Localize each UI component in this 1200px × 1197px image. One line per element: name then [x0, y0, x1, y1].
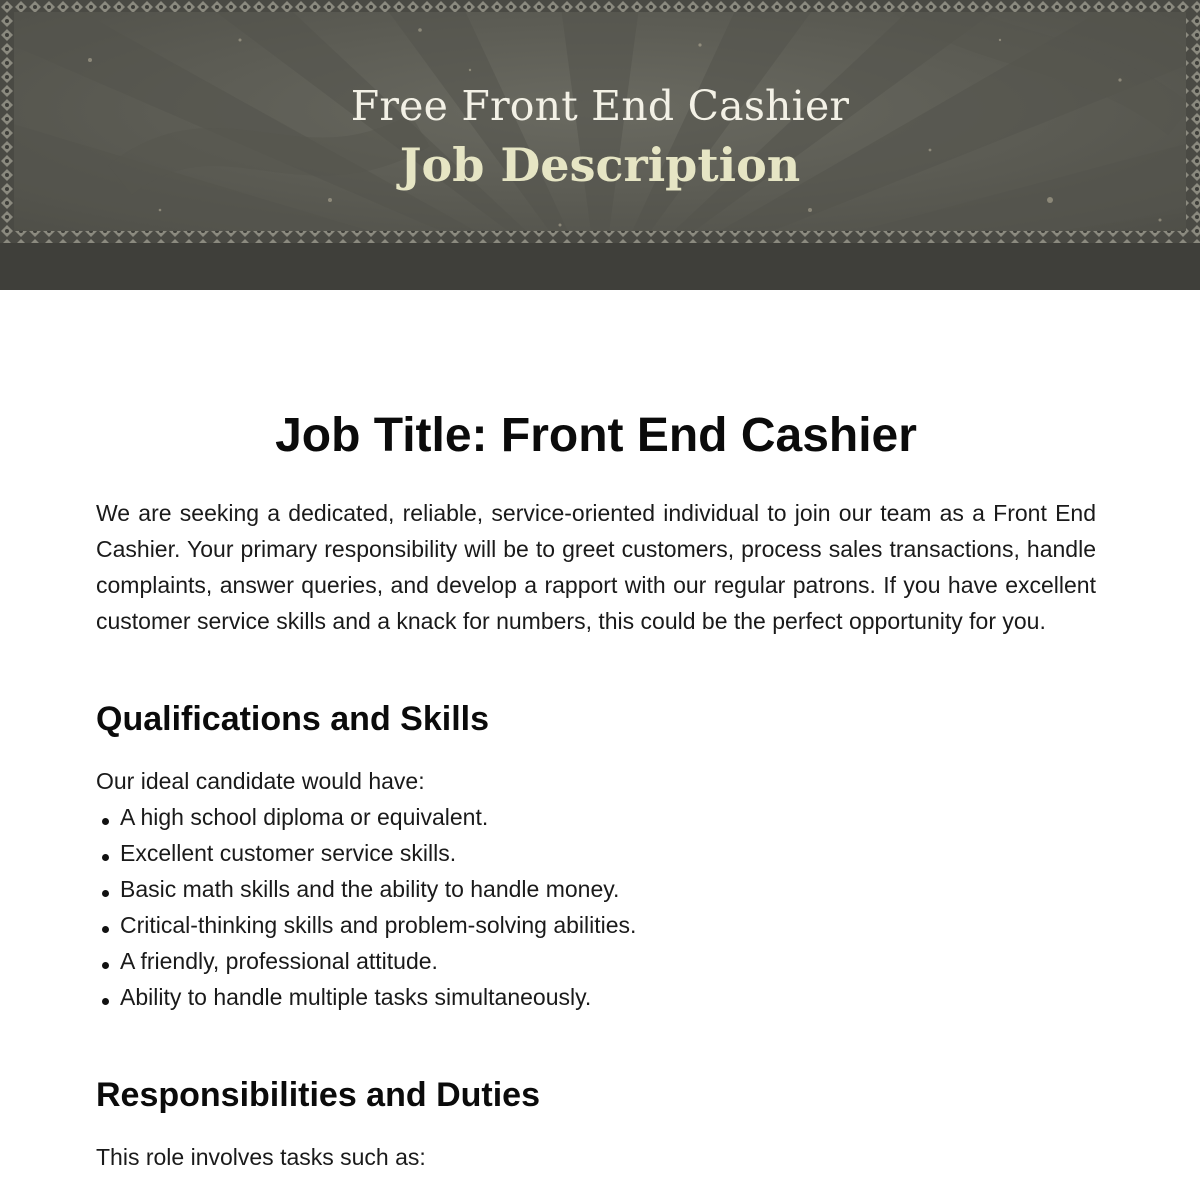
- list-item-text: A friendly, professional attitude.: [120, 948, 438, 974]
- qualifications-list: [96, 799, 1096, 1015]
- banner-title-line2: Job Description: [399, 138, 801, 192]
- bullet-icon: [102, 926, 109, 933]
- list-item: [96, 979, 1096, 1015]
- list-item-text: Basic math skills and the ability to handle money.: [120, 876, 620, 902]
- bullet-icon: [102, 962, 109, 969]
- bullet-icon: [102, 818, 109, 825]
- qualifications-lead: Our ideal candidate would have:: [96, 768, 425, 794]
- responsibilities-lead: This role involves tasks such as:: [96, 1144, 426, 1170]
- intro-paragraph: We are seeking a dedicated, reliable, service-oriented individual to join our team as a Front End Cashier. Your primary responsibility will be to greet customers, process sales transactions, handle complaints, answer queries, and develop a rapport with our regular patrons. If you have excellent customer service skills and a knack for numbers, this could be the perfect opportunity for you.: [96, 500, 1096, 634]
- job-title-heading: Job Title: Front End Cashier: [275, 409, 917, 462]
- banner-title-line1: Free Front End Cashier: [350, 82, 850, 130]
- list-item: [96, 871, 1096, 907]
- list-item: [96, 799, 1096, 835]
- bullet-icon: [102, 854, 109, 861]
- section-heading-responsibilities: Responsibilities and Duties: [96, 1076, 540, 1114]
- banner-title-group: [0, 0, 1200, 243]
- list-item: [96, 943, 1096, 979]
- list-item: [96, 907, 1096, 943]
- list-item-text: A high school diploma or equivalent.: [120, 804, 489, 830]
- bullet-icon: [102, 998, 109, 1005]
- qualifications-section: [96, 697, 1096, 1015]
- section-heading-qualifications: Qualifications and Skills: [96, 700, 489, 738]
- list-item-text: Excellent customer service skills.: [120, 840, 457, 866]
- list-item: [96, 835, 1096, 871]
- list-item-text: Critical-thinking skills and problem-solving abilities.: [120, 912, 637, 938]
- bullet-icon: [102, 890, 109, 897]
- document-body: [96, 405, 1096, 1175]
- list-item-text: Ability to handle multiple tasks simultaneously.: [120, 984, 592, 1010]
- header-banner: [0, 0, 1200, 290]
- responsibilities-section: [96, 1073, 1096, 1175]
